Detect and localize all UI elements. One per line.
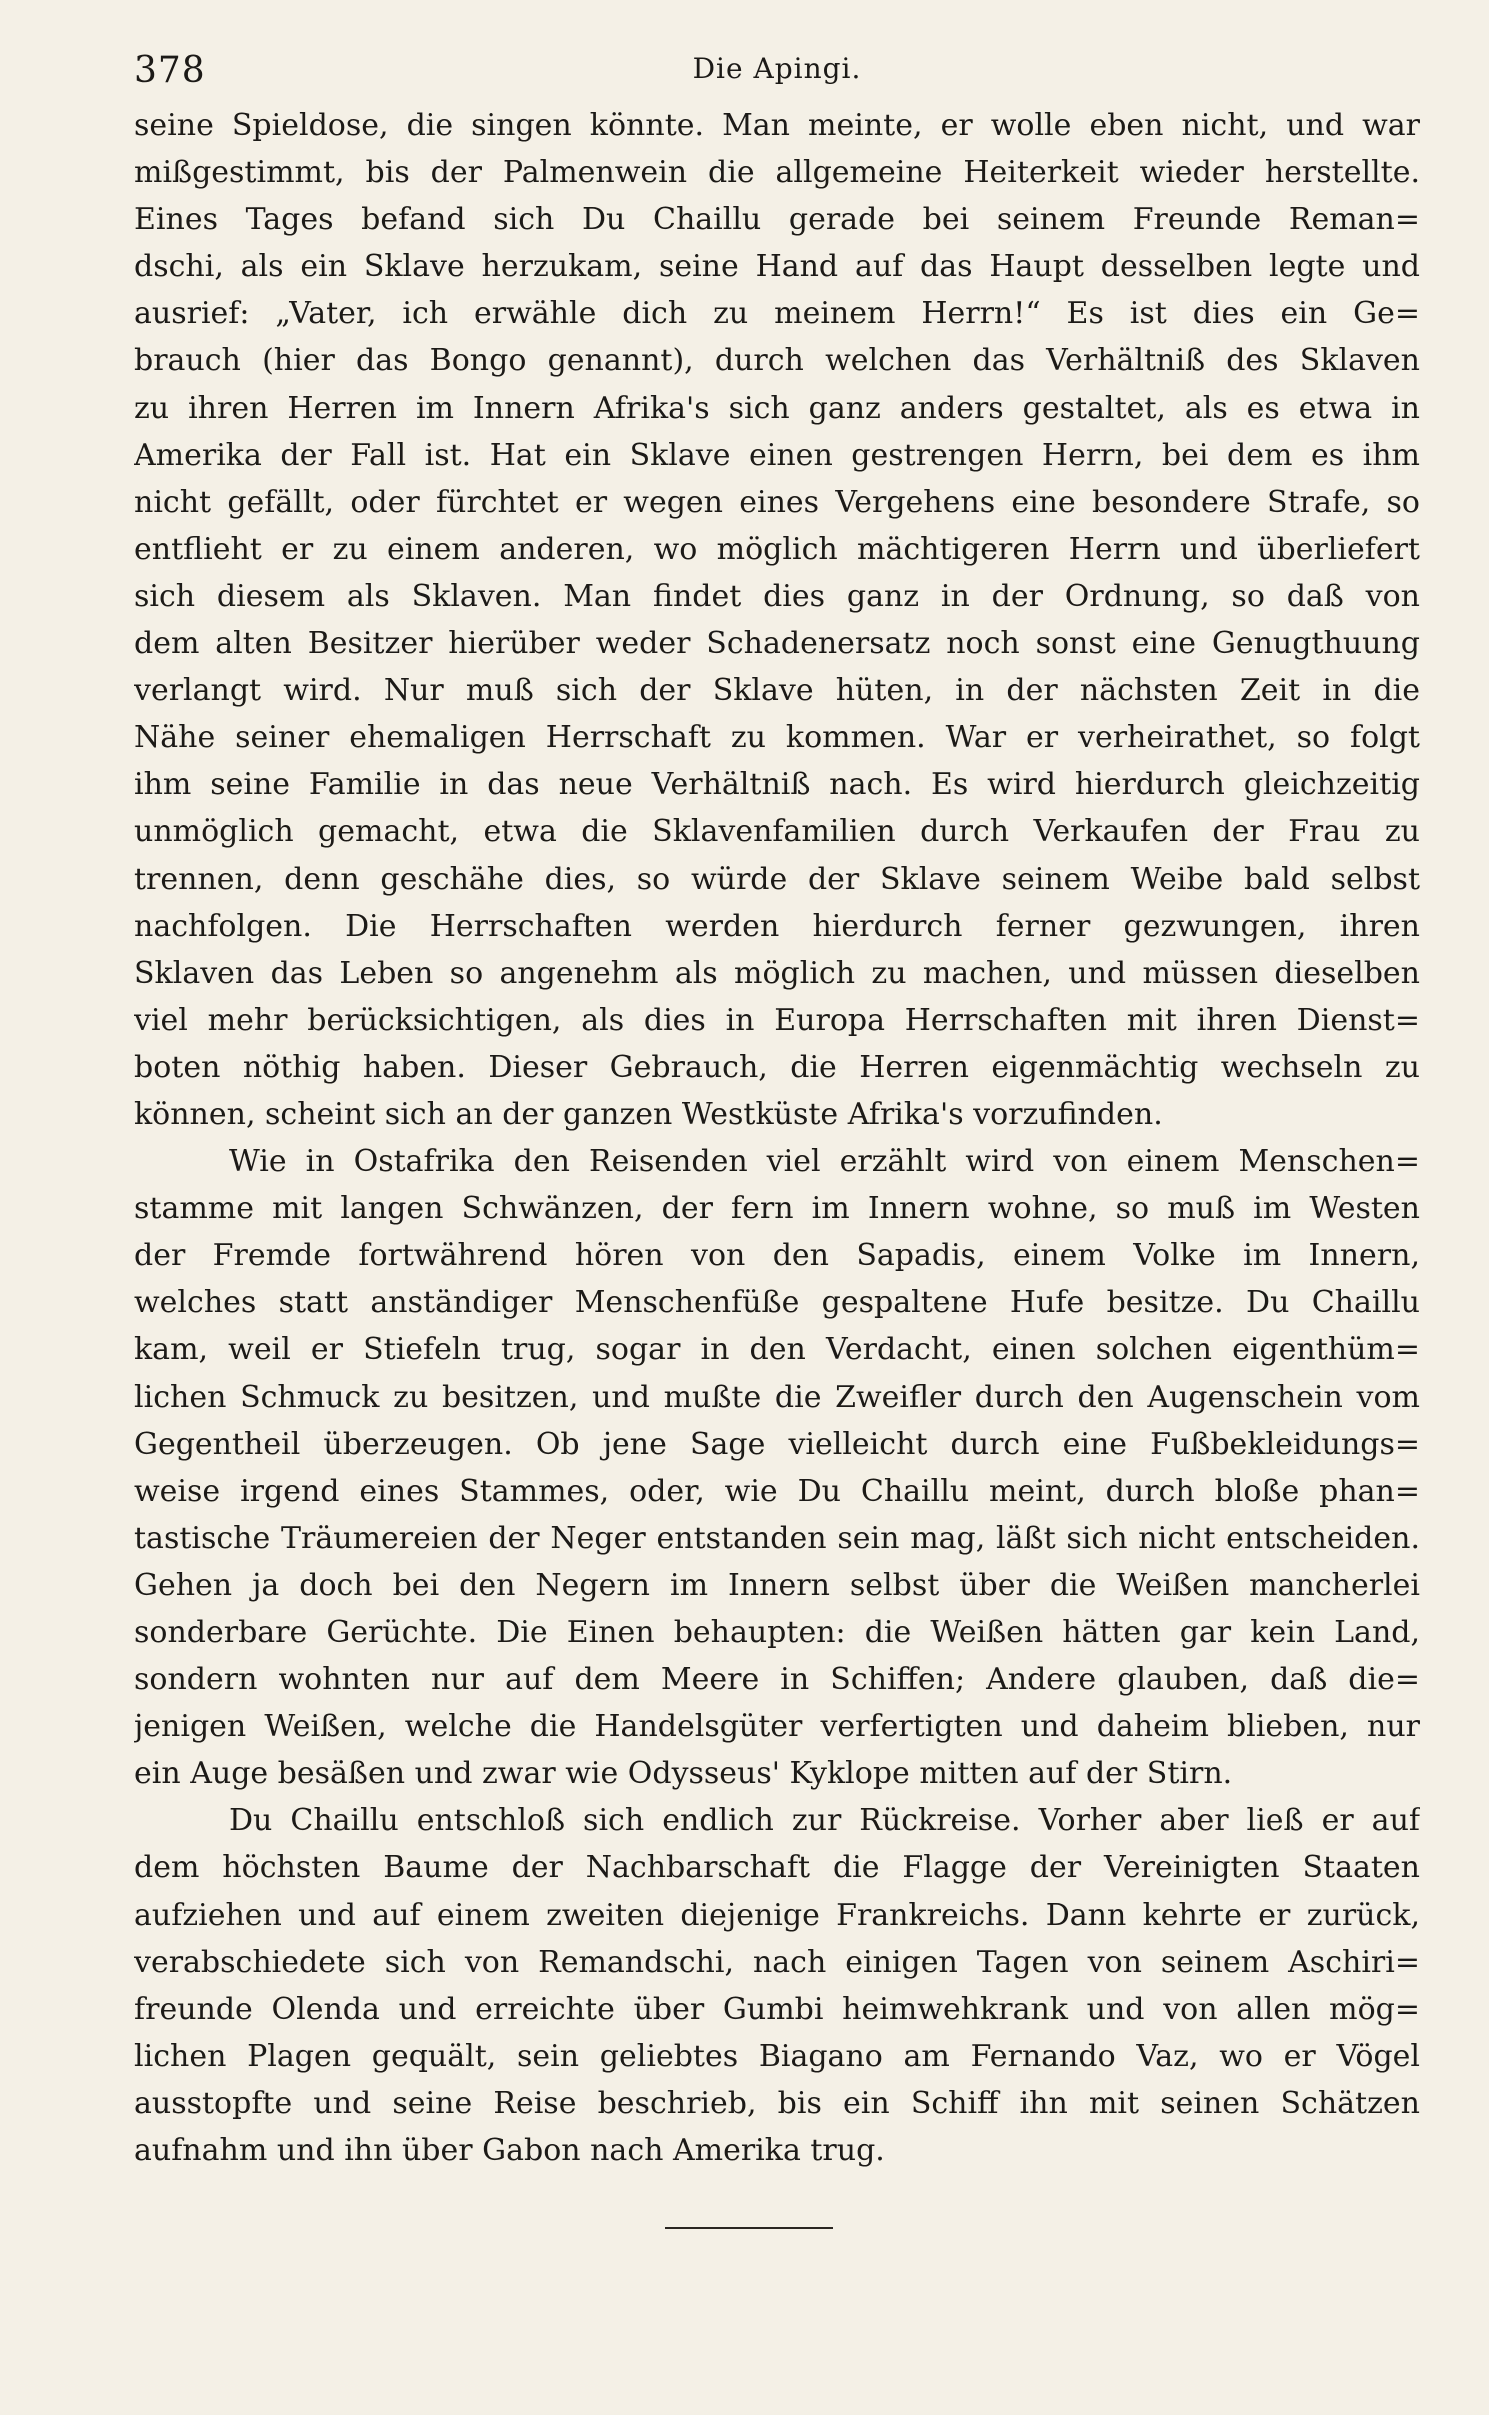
running-title: Die Apingi. bbox=[692, 52, 862, 85]
text-line: brauch (hier das Bongo genannt), durch welchen das Verhältniß des Sklaven bbox=[134, 343, 1420, 379]
text-line: nicht gefällt, oder fürchtet er wegen eines Vergehens eine besondere Strafe, so bbox=[134, 484, 1420, 520]
body-text bbox=[134, 102, 1420, 2174]
text-line: sich diesem als Sklaven. Man findet dies ganz in der Ordnung, so daß von bbox=[134, 578, 1420, 614]
paragraph bbox=[134, 1138, 1420, 1797]
text-line: viel mehr berücksichtigen, als dies in Europa Herrschaften mit ihren Dienst= bbox=[134, 1002, 1420, 1038]
text-line: boten nöthig haben. Dieser Gebrauch, die Herren eigenmächtig wechseln zu bbox=[134, 1049, 1420, 1085]
text-line: aufnahm und ihn über Gabon nach Amerika trug. bbox=[134, 2133, 885, 2169]
text-line: jenigen Weißen, welche die Handelsgüter verfertigten und daheim blieben, nur bbox=[134, 1709, 1420, 1745]
text-line: weise irgend eines Stammes, oder, wie Du Chaillu meint, durch bloße phan= bbox=[134, 1473, 1420, 1509]
text-line: nachfolgen. Die Herrschaften werden hierdurch ferner gezwungen, ihren bbox=[134, 908, 1420, 944]
text-line: zu ihren Herren im Innern Afrika's sich ganz anders gestaltet, als es etwa in bbox=[134, 390, 1420, 426]
page-header bbox=[134, 44, 1420, 104]
text-line: ihm seine Familie in das neue Verhältniß nach. Es wird hierdurch gleichzeitig bbox=[134, 767, 1420, 803]
text-line: trennen, denn geschähe dies, so würde der Sklave seinem Weibe bald selbst bbox=[134, 861, 1420, 897]
text-line: dschi, als ein Sklave herzukam, seine Hand auf das Haupt desselben legte und bbox=[134, 249, 1420, 285]
text-line: lichen Schmuck zu besitzen, und mußte die Zweifler durch den Augenschein vom bbox=[134, 1379, 1420, 1415]
text-line: aufziehen und auf einem zweiten diejenige Frankreichs. Dann kehrte er zurück, bbox=[134, 1897, 1420, 1933]
text-line: der Fremde fortwährend hören von den Sapadis, einem Volke im Innern, bbox=[134, 1238, 1420, 1274]
page-number: 378 bbox=[134, 50, 206, 91]
text-line: mißgestimmt, bis der Palmenwein die allgemeine Heiterkeit wieder herstellte. bbox=[134, 155, 1420, 191]
text-line: seine Spieldose, die singen könnte. Man meinte, er wolle eben nicht, und war bbox=[134, 108, 1420, 143]
text-line: kam, weil er Stiefeln trug, sogar in den Verdacht, einen solchen eigenthüm= bbox=[134, 1332, 1420, 1368]
paragraph bbox=[134, 1797, 1420, 2174]
text-line: Amerika der Fall ist. Hat ein Sklave einen gestrengen Herrn, bei dem es ihm bbox=[134, 437, 1420, 473]
text-line: unmöglich gemacht, etwa die Sklavenfamilien durch Verkaufen der Frau zu bbox=[134, 814, 1420, 850]
text-line: welches statt anständiger Menschenfüße gespaltene Hufe besitze. Du Chaillu bbox=[134, 1285, 1420, 1321]
text-line: freunde Olenda und erreichte über Gumbi heimwehkrank und von allen mög= bbox=[134, 1991, 1420, 2027]
text-line: ausrief: „Vater, ich erwähle dich zu meinem Herrn!“ Es ist dies ein Ge= bbox=[134, 296, 1420, 332]
text-line: sonderbare Gerüchte. Die Einen behaupten: die Weißen hätten gar kein Land, bbox=[134, 1615, 1420, 1650]
text-line: Eines Tages befand sich Du Chaillu gerade bei seinem Freunde Reman= bbox=[134, 202, 1420, 238]
text-line: tastische Träumereien der Neger entstanden sein mag, läßt sich nicht entscheiden. bbox=[134, 1520, 1420, 1556]
text-line: Gegentheil überzeugen. Ob jene Sage vielleicht durch eine Fußbekleidungs= bbox=[134, 1426, 1420, 1462]
text-line: Sklaven das Leben so angenehm als möglich zu machen, und müssen dieselben bbox=[134, 955, 1420, 991]
text-line: verabschiedete sich von Remandschi, nach einigen Tagen von seinem Aschiri= bbox=[134, 1944, 1420, 1980]
text-line: ein Auge besäßen und zwar wie Odysseus' Kyklope mitten auf der Stirn. bbox=[134, 1756, 1233, 1792]
text-line: lichen Plagen gequält, sein geliebtes Biagano am Fernando Vaz, wo er Vögel bbox=[134, 2038, 1420, 2074]
text-line: sondern wohnten nur auf dem Meere in Schiffen; Andere glauben, daß die= bbox=[134, 1662, 1420, 1698]
text-line: entflieht er zu einem anderen, wo möglich mächtigeren Herrn und überliefert bbox=[134, 531, 1420, 567]
text-line: stamme mit langen Schwänzen, der fern im Innern wohne, so muß im Westen bbox=[134, 1191, 1420, 1227]
text-line: können, scheint sich an der ganzen Westküste Afrika's vorzufinden. bbox=[134, 1096, 1163, 1132]
paragraph bbox=[134, 102, 1420, 1138]
text-line: verlangt wird. Nur muß sich der Sklave hüten, in der nächsten Zeit in die bbox=[134, 673, 1420, 709]
text-line: Du Chaillu entschloß sich endlich zur Rückreise. Vorher aber ließ er auf bbox=[229, 1803, 1420, 1839]
text-line: ausstopfte und seine Reise beschrieb, bis ein Schiff ihn mit seinen Schätzen bbox=[134, 2085, 1420, 2121]
text-line: Nähe seiner ehemaligen Herrschaft zu kommen. War er verheirathet, so folgt bbox=[134, 720, 1420, 756]
end-rule bbox=[665, 2227, 833, 2229]
text-line: Gehen ja doch bei den Negern im Innern selbst über die Weißen mancherlei bbox=[134, 1567, 1420, 1603]
text-line: Wie in Ostafrika den Reisenden viel erzählt wird von einem Menschen= bbox=[229, 1144, 1420, 1180]
text-line: dem alten Besitzer hierüber weder Schadenersatz noch sonst eine Genugthuung bbox=[134, 626, 1420, 662]
text-line: dem höchsten Baume der Nachbarschaft die Flagge der Vereinigten Staaten bbox=[134, 1850, 1420, 1886]
